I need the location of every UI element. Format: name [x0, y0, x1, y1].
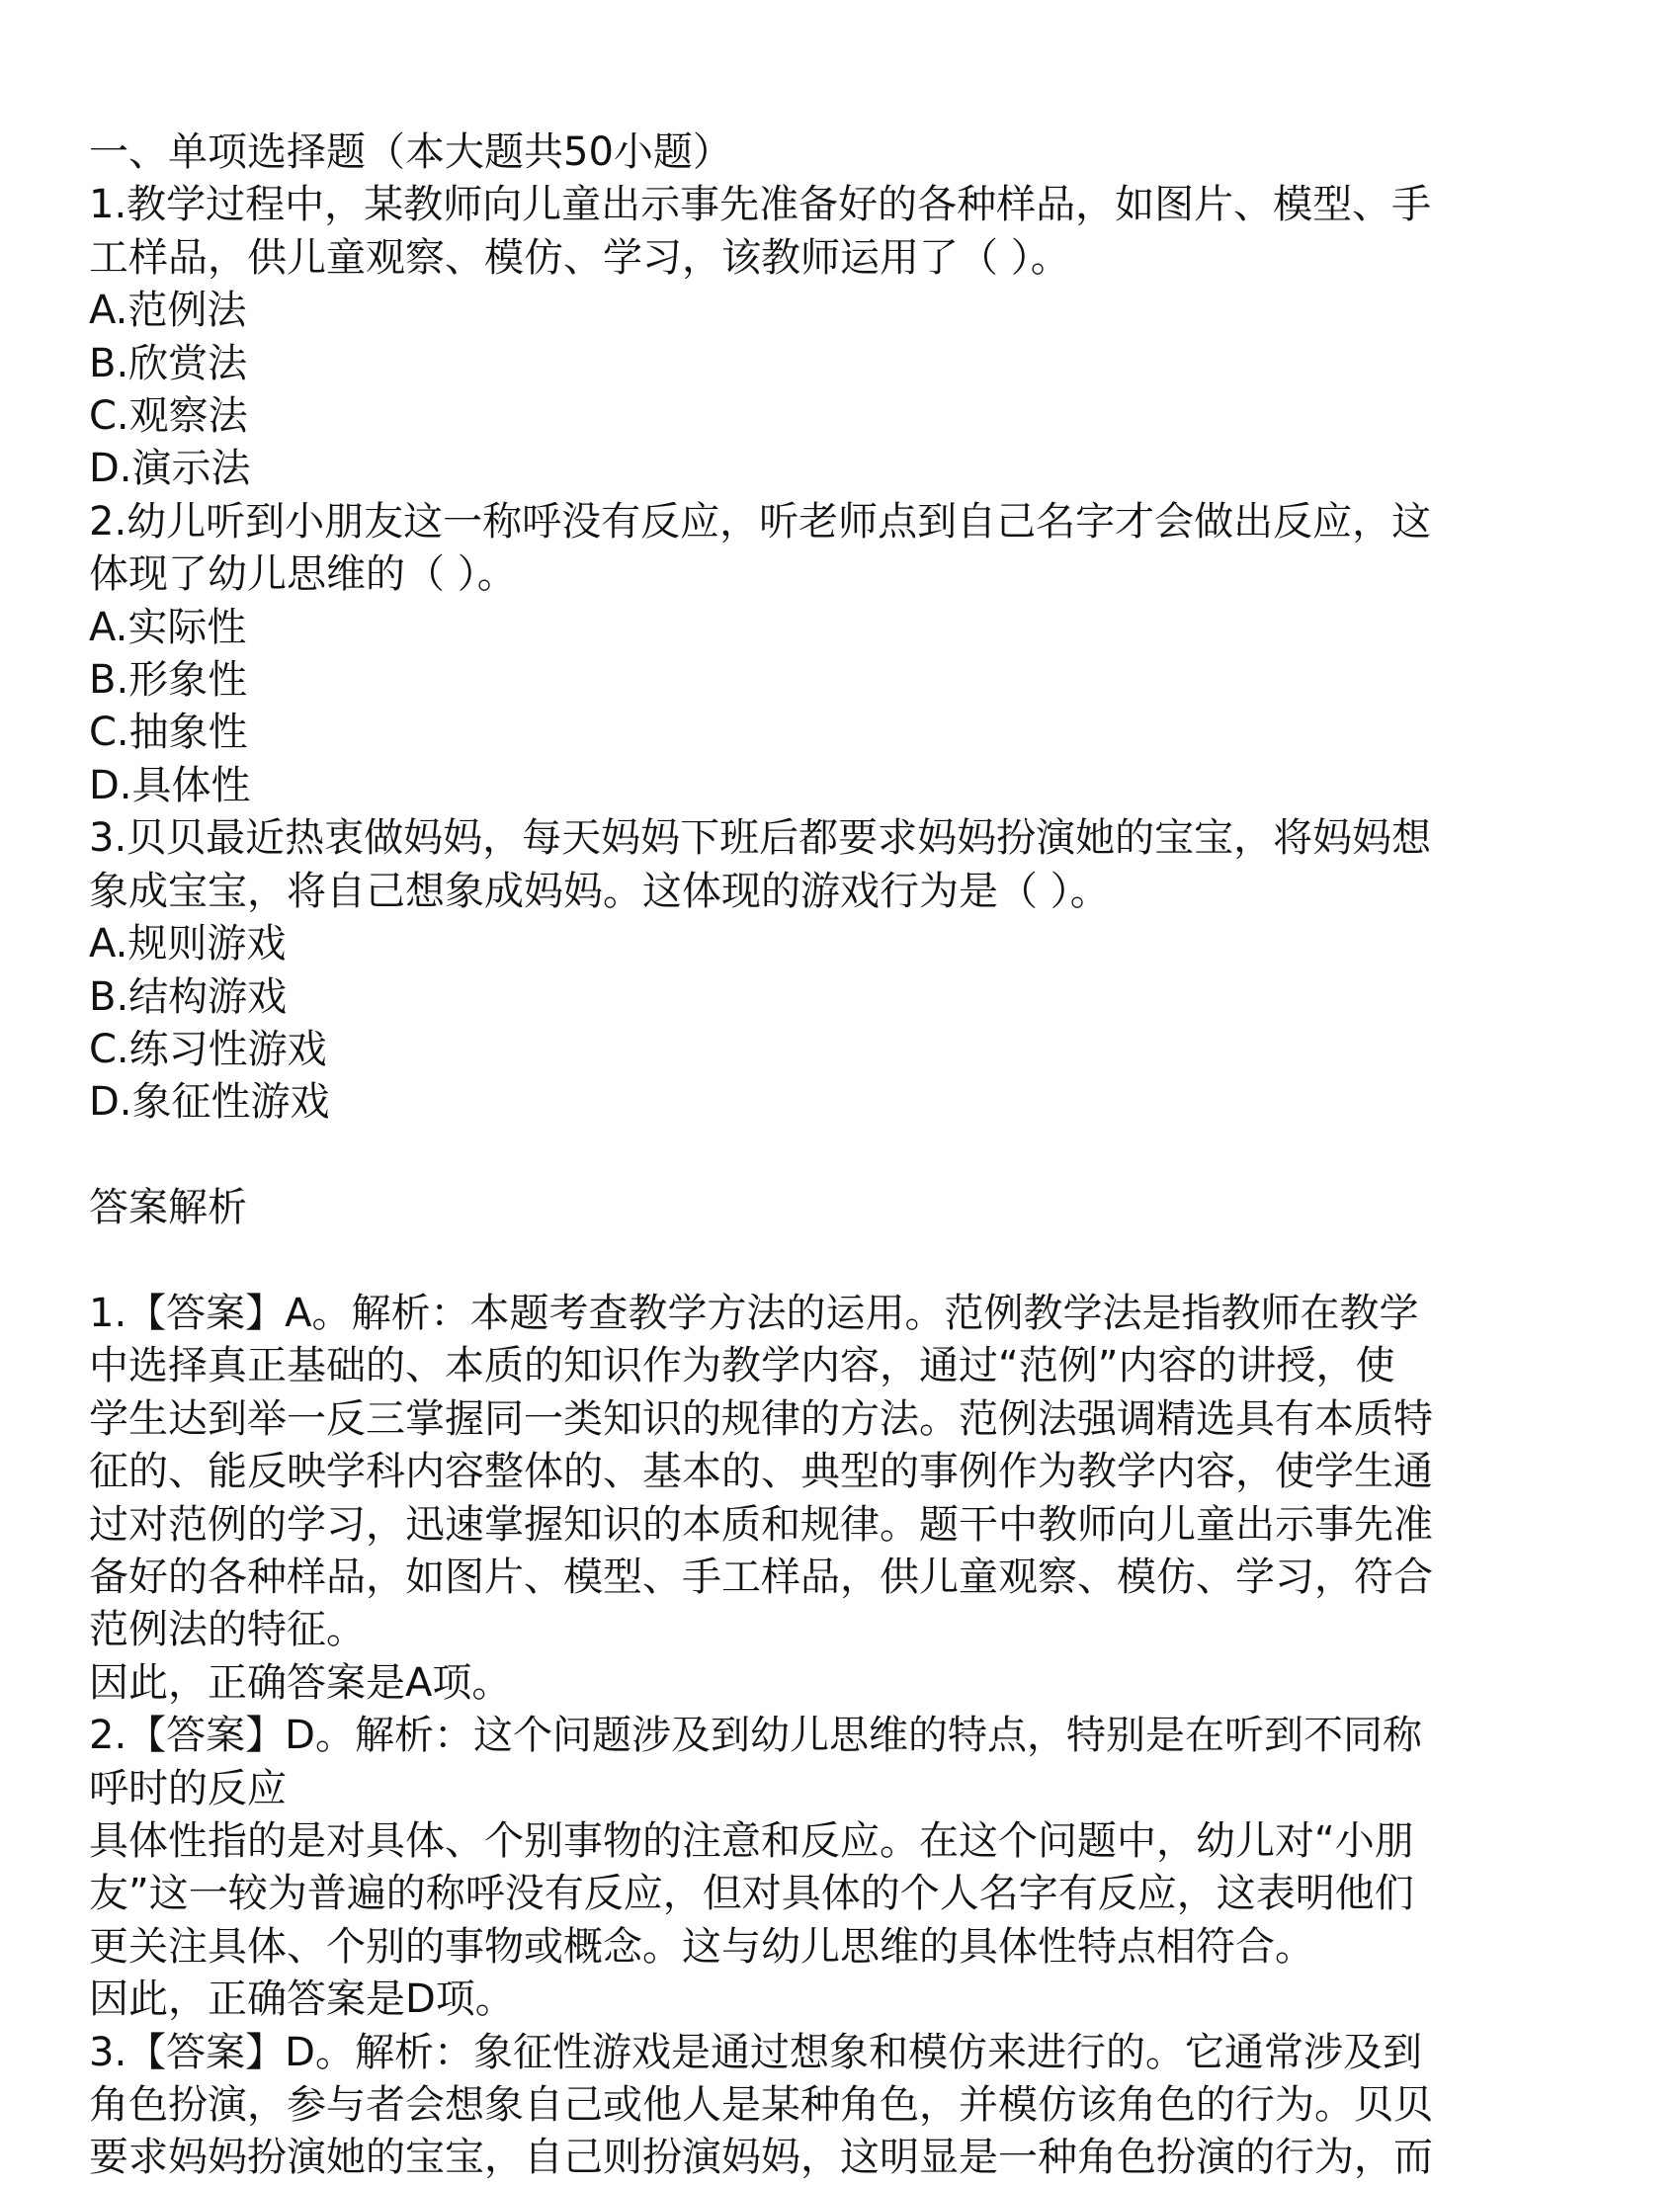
answers-heading: 答案解析 — [89, 1185, 247, 1231]
document-page — [89, 126, 1591, 2185]
analysis-line: 更关注具体、个别的事物或概念。这与幼儿思维的具体性特点相符合。 — [89, 1923, 1314, 1970]
option-a: A.规则游戏 — [89, 921, 287, 967]
question-text-line: 3.贝贝最近热衷做妈妈，每天妈妈下班后都要求妈妈扮演她的宝宝，将妈妈想 — [89, 815, 1432, 862]
analysis-line: 友”这一较为普遍的称呼没有反应，但对具体的个人名字有反应，这表明他们 — [89, 1871, 1414, 1917]
analysis-line: 1.【答案】A。解析：本题考查教学方法的运用。范例教学法是指教师在教学 — [89, 1290, 1419, 1336]
option-c: C.观察法 — [89, 393, 248, 440]
analysis-2 — [89, 1710, 1591, 2026]
question-text-line: 体现了幼儿思维的（ ）。 — [89, 551, 517, 598]
option-a: A.实际性 — [89, 604, 247, 650]
analysis-line: 征的、能反映学科内容整体的、基本的、典型的事例作为教学内容，使学生通 — [89, 1449, 1433, 1495]
question-2 — [89, 496, 1591, 812]
option-b: B.形象性 — [89, 657, 248, 704]
analysis-line: 范例法的特征。 — [89, 1607, 366, 1653]
analysis-line: 角色扮演，参与者会想象自己或他人是某种角色，并模仿该角色的行为。贝贝 — [89, 2082, 1433, 2128]
option-d: D.象征性游戏 — [89, 1079, 330, 1126]
analysis-line: 要求妈妈扮演她的宝宝，自己则扮演妈妈，这明显是一种角色扮演的行为，而 — [89, 2135, 1433, 2181]
section-title: 一、单项选择题（本大题共50小题） — [89, 129, 732, 175]
option-c: C.抽象性 — [89, 710, 248, 756]
analysis-line: 中选择真正基础的、本质的知识作为教学内容，通过“范例”内容的讲授，使 — [89, 1343, 1395, 1389]
spacer — [89, 1130, 1591, 1182]
option-list — [89, 285, 1591, 496]
analysis-3 — [89, 2027, 1591, 2185]
option-a: A.范例法 — [89, 288, 247, 334]
analysis-conclusion: 因此，正确答案是D项。 — [89, 1976, 515, 2023]
question-1 — [89, 179, 1591, 495]
analysis-1 — [89, 1288, 1591, 1710]
option-b: B.欣赏法 — [89, 340, 248, 386]
question-text-line: 1.教学过程中，某教师向儿童出示事先准备好的各种样品，如图片、模型、手 — [89, 182, 1432, 228]
analysis-conclusion: 因此，正确答案是A项。 — [89, 1659, 512, 1706]
analysis-line: 2.【答案】D。解析：这个问题涉及到幼儿思维的特点，特别是在听到不同称 — [89, 1713, 1422, 1759]
analysis-line: 备好的各种样品，如图片、模型、手工样品，供儿童观察、模仿、学习，符合 — [89, 1554, 1433, 1600]
option-d: D.演示法 — [89, 446, 251, 492]
analysis-line: 过对范例的学习，迅速掌握知识的本质和规律。题干中教师向儿童出示事先准 — [89, 1501, 1433, 1548]
question-3 — [89, 812, 1591, 1129]
option-c: C.练习性游戏 — [89, 1026, 327, 1072]
option-list — [89, 918, 1591, 1130]
analysis-line: 呼时的反应 — [89, 1765, 287, 1811]
question-text-line: 2.幼儿听到小朋友这一称呼没有反应，听老师点到自己名字才会做出反应，这 — [89, 498, 1432, 545]
question-text-line: 工样品，供儿童观察、模仿、学习，该教师运用了（ ）。 — [89, 234, 1070, 281]
option-d: D.具体性 — [89, 762, 251, 808]
analysis-line: 3.【答案】D。解析：象征性游戏是通过想象和模仿来进行的。它通常涉及到 — [89, 2029, 1422, 2075]
option-list — [89, 602, 1591, 813]
spacer — [89, 1235, 1591, 1288]
analysis-line: 学生达到举一反三掌握同一类知识的规律的方法。范例法强调精选具有本质特 — [89, 1395, 1433, 1442]
question-text-line: 象成宝宝，将自己想象成妈妈。这体现的游戏行为是（ ）。 — [89, 868, 1110, 914]
analysis-line: 具体性指的是对具体、个别事物的注意和反应。在这个问题中，幼儿对“小朋 — [89, 1817, 1414, 1864]
option-b: B.结构游戏 — [89, 973, 288, 1020]
